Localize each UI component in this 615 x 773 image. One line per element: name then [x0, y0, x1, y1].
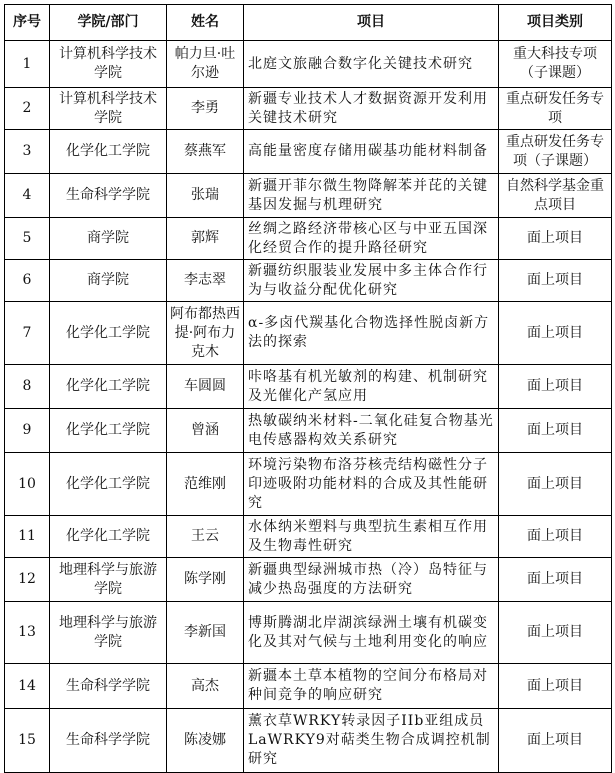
- row-project: 环境污染物布洛芬核壳结构磁性分子印迹吸附功能材料的合成及其性能研究: [244, 453, 499, 516]
- row-dept: 化学化工学院: [50, 130, 167, 174]
- header-dept: 学院/部门: [50, 5, 167, 41]
- table-row: [5, 664, 612, 709]
- row-name: 车圆圆: [167, 365, 244, 409]
- row-dept: 生命科学学院: [50, 174, 167, 218]
- table-row: [5, 709, 612, 773]
- row-project: α-多卤代羰基化合物选择性脱卤新方法的探索: [244, 302, 499, 365]
- row-no: 6: [5, 260, 50, 302]
- row-dept: 化学化工学院: [50, 516, 167, 558]
- row-dept: 化学化工学院: [50, 453, 167, 516]
- row-no: 5: [5, 218, 50, 260]
- table-row: [5, 130, 612, 174]
- row-type: 面上项目: [499, 709, 612, 773]
- row-name: 陈学刚: [167, 558, 244, 602]
- header-type: 项目类别: [499, 5, 612, 41]
- row-name: 陈凌娜: [167, 709, 244, 773]
- row-type: 重点研发任务专项: [499, 88, 612, 130]
- row-name: 高杰: [167, 664, 244, 709]
- row-type: 面上项目: [499, 664, 612, 709]
- row-name: 李勇: [167, 88, 244, 130]
- row-no: 4: [5, 174, 50, 218]
- table-row: [5, 302, 612, 365]
- row-no: 12: [5, 558, 50, 602]
- row-project: 高能量密度存储用碳基功能材料制备: [244, 130, 499, 174]
- row-project: 新疆开菲尔微生物降解苯并芘的关键基因发掘与机理研究: [244, 174, 499, 218]
- row-dept: 地理科学与旅游学院: [50, 558, 167, 602]
- table-row: [5, 41, 612, 88]
- row-no: 8: [5, 365, 50, 409]
- table-row: [5, 174, 612, 218]
- row-dept: 地理科学与旅游学院: [50, 602, 167, 664]
- row-name: 曾涵: [167, 409, 244, 453]
- row-type: 重大科技专项（子课题）: [499, 41, 612, 88]
- row-dept: 计算机科学技术学院: [50, 88, 167, 130]
- row-name: 郭辉: [167, 218, 244, 260]
- table-row: [5, 558, 612, 602]
- row-name: 李志翠: [167, 260, 244, 302]
- row-project: 薰衣草WRKY转录因子IIb亚组成员LaWRKY9对萜类生物合成调控机制研究: [244, 709, 499, 773]
- row-type: 面上项目: [499, 302, 612, 365]
- row-name: 王云: [167, 516, 244, 558]
- row-project: 新疆本土草本植物的空间分布格局对种间竞争的响应研究: [244, 664, 499, 709]
- row-type: 面上项目: [499, 365, 612, 409]
- table-row: [5, 453, 612, 516]
- row-name: 李新国: [167, 602, 244, 664]
- header-row: [5, 5, 612, 41]
- row-no: 13: [5, 602, 50, 664]
- row-type: 面上项目: [499, 409, 612, 453]
- project-table: [4, 4, 612, 773]
- row-dept: 生命科学学院: [50, 709, 167, 773]
- table-row: [5, 260, 612, 302]
- row-no: 1: [5, 41, 50, 88]
- row-type: 自然科学基金重点项目: [499, 174, 612, 218]
- table-row: [5, 88, 612, 130]
- row-no: 9: [5, 409, 50, 453]
- table-row: [5, 365, 612, 409]
- row-type: 面上项目: [499, 558, 612, 602]
- row-dept: 生命科学学院: [50, 664, 167, 709]
- row-project: 水体纳米塑料与典型抗生素相互作用及生物毒性研究: [244, 516, 499, 558]
- table-row: [5, 516, 612, 558]
- row-name: 张瑞: [167, 174, 244, 218]
- row-dept: 化学化工学院: [50, 302, 167, 365]
- row-name: 帕力旦·吐尔逊: [167, 41, 244, 88]
- row-no: 14: [5, 664, 50, 709]
- table-row: [5, 409, 612, 453]
- row-name: 范维刚: [167, 453, 244, 516]
- row-project: 丝绸之路经济带核心区与中亚五国深化经贸合作的提升路径研究: [244, 218, 499, 260]
- row-name: 阿布都热西提·阿布力克木: [167, 302, 244, 365]
- row-no: 11: [5, 516, 50, 558]
- header-no: 序号: [5, 5, 50, 41]
- row-type: 重点研发任务专项（子课题）: [499, 130, 612, 174]
- row-type: 面上项目: [499, 260, 612, 302]
- header-name: 姓名: [167, 5, 244, 41]
- row-no: 10: [5, 453, 50, 516]
- row-no: 15: [5, 709, 50, 773]
- row-dept: 化学化工学院: [50, 365, 167, 409]
- row-type: 面上项目: [499, 453, 612, 516]
- row-no: 2: [5, 88, 50, 130]
- row-dept: 商学院: [50, 260, 167, 302]
- row-dept: 化学化工学院: [50, 409, 167, 453]
- row-project: 咔咯基有机光敏剂的构建、机制研究及光催化产氢应用: [244, 365, 499, 409]
- row-type: 面上项目: [499, 602, 612, 664]
- row-dept: 商学院: [50, 218, 167, 260]
- table-row: [5, 602, 612, 664]
- row-project: 热敏碳纳米材料-二氧化硅复合物基光电传感器构效关系研究: [244, 409, 499, 453]
- header-project: 项目: [244, 5, 499, 41]
- row-project: 北庭文旅融合数字化关键技术研究: [244, 41, 499, 88]
- row-type: 面上项目: [499, 516, 612, 558]
- row-project: 新疆纺织服装业发展中多主体合作行为与收益分配优化研究: [244, 260, 499, 302]
- row-type: 面上项目: [499, 218, 612, 260]
- row-no: 3: [5, 130, 50, 174]
- row-dept: 计算机科学技术学院: [50, 41, 167, 88]
- row-project: 博斯腾湖北岸湖滨绿洲土壤有机碳变化及其对气候与土地利用变化的响应: [244, 602, 499, 664]
- row-project: 新疆典型绿洲城市热（冷）岛特征与减少热岛强度的方法研究: [244, 558, 499, 602]
- row-name: 蔡燕军: [167, 130, 244, 174]
- table-row: [5, 218, 612, 260]
- row-no: 7: [5, 302, 50, 365]
- row-project: 新疆专业技术人才数据资源开发利用关键技术研究: [244, 88, 499, 130]
